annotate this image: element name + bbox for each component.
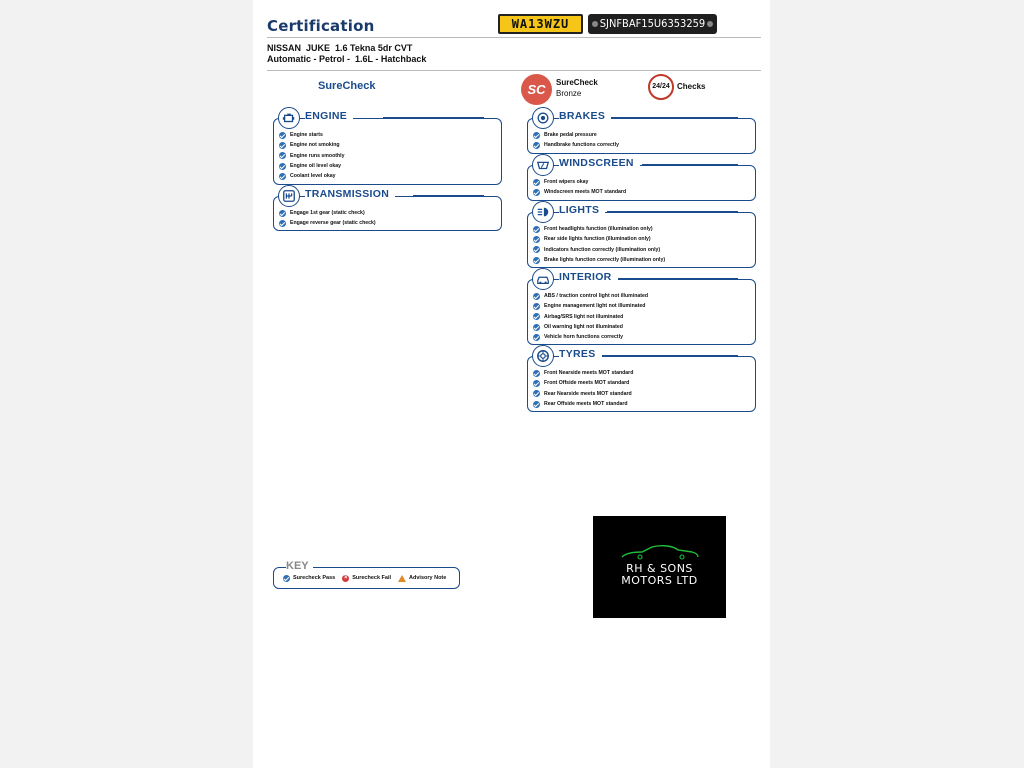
check-item (279, 218, 376, 228)
check-item-label: Brake lights function correctly (illumination only) (544, 257, 666, 264)
section-tyres (527, 348, 756, 412)
title-line (642, 164, 738, 166)
check-item (279, 140, 344, 150)
surecheck-logo: SC (521, 74, 552, 105)
section-title: TYRES (559, 348, 602, 360)
car-silhouette-icon (620, 544, 700, 560)
car-icon (532, 268, 554, 290)
check-item-label: Engage 1st gear (static check) (290, 210, 365, 217)
check-item (533, 389, 633, 399)
check-item-label: Rear side lights function (illumination only) (544, 236, 651, 243)
vehicle-description (267, 43, 426, 65)
check-icon (533, 293, 540, 300)
divider (267, 37, 761, 38)
check-item-label: Engage reverse gear (static check) (290, 220, 376, 227)
check-icon (533, 390, 540, 397)
check-icon (533, 257, 540, 264)
section-title: WINDSCREEN (559, 157, 640, 169)
tyre-icon (532, 345, 554, 367)
check-item (533, 177, 626, 187)
vehicle-spec: Automatic - Petrol - 1.6L - Hatchback (267, 54, 427, 64)
title-line (612, 278, 738, 280)
section-interior (527, 271, 756, 345)
check-item-label: Brake pedal pressure (544, 132, 597, 139)
section-brakes (527, 110, 756, 154)
check-list (533, 224, 665, 265)
key-fail: × Surecheck Fail (343, 574, 392, 581)
section-title: BRAKES (559, 110, 611, 122)
check-item-label: Engine management light not illuminated (544, 303, 646, 310)
section-transmission (273, 188, 502, 231)
check-list (533, 368, 633, 409)
check-item-label: Front Nearside meets MOT standard (544, 370, 634, 377)
check-item-label: ABS / traction control light not illuminated (544, 293, 649, 300)
check-item-label: Handbrake functions correctly (544, 142, 619, 149)
section-title: TRANSMISSION (305, 188, 395, 200)
check-item (533, 399, 633, 409)
key-title: KEY (286, 560, 313, 572)
check-item (533, 130, 619, 140)
section-title: ENGINE (305, 110, 353, 122)
check-icon (533, 324, 540, 331)
check-item (533, 301, 648, 311)
check-item (533, 234, 665, 244)
title-line (607, 117, 738, 119)
check-icon (533, 380, 540, 387)
check-item-label: Airbag/SRS light not illuminated (544, 313, 624, 320)
check-icon (279, 142, 286, 149)
vehicle-model: NISSAN JUKE 1.6 Tekna 5dr CVT (267, 43, 413, 53)
section-windscreen (527, 157, 756, 201)
title-line (597, 355, 738, 357)
check-icon (533, 313, 540, 320)
check-item-label: Rear Nearside meets MOT standard (544, 390, 632, 397)
check-icon (279, 210, 286, 217)
key-pass: Surecheck Pass (283, 575, 335, 582)
bolt-icon (707, 21, 713, 27)
check-icon (279, 173, 286, 180)
engine-icon (278, 107, 300, 129)
check-icon (533, 189, 540, 196)
vin-number: SJNFBAF15U6353259 (599, 17, 706, 30)
check-item (533, 368, 633, 378)
check-item (279, 130, 344, 140)
checks-label: Checks (677, 82, 706, 91)
checks-count-badge: 24/24 (648, 74, 674, 100)
dealer-logo (593, 516, 726, 618)
title-line (383, 117, 484, 119)
warning-icon (398, 575, 406, 582)
check-item (533, 291, 648, 301)
page-title: Certification (267, 17, 375, 35)
check-icon (533, 179, 540, 186)
check-item-label: Engine starts (290, 132, 323, 139)
check-icon (533, 142, 540, 149)
check-icon (533, 236, 540, 243)
check-item (533, 224, 665, 234)
check-item (533, 187, 626, 197)
check-item-label: Front Offside meets MOT standard (544, 380, 630, 387)
check-list (533, 177, 626, 198)
section-title: LIGHTS (559, 204, 605, 216)
check-item (533, 140, 619, 150)
check-item (533, 322, 648, 332)
gearbox-icon (278, 185, 300, 207)
windscreen-icon (532, 154, 554, 176)
check-item (279, 171, 344, 181)
divider (267, 70, 761, 71)
check-item-label: Front wipers okay (544, 179, 589, 186)
check-icon (283, 575, 290, 582)
bolt-icon (592, 21, 598, 27)
check-icon (279, 163, 286, 170)
dealer-name: RH & SONS MOTORS LTD (621, 562, 698, 587)
surecheck-tier: Bronze (556, 89, 582, 98)
section-lights (527, 204, 756, 268)
section-engine (273, 110, 502, 185)
check-icon (533, 334, 540, 341)
check-list (279, 208, 376, 229)
check-item (533, 332, 648, 342)
title-line (413, 195, 484, 197)
check-list (533, 291, 648, 342)
check-item-label: Indicators function correctly (illumination only) (544, 246, 661, 253)
check-item-label: Coolant level okay (290, 173, 336, 180)
check-item-label: Vehicle horn functions correctly (544, 334, 623, 341)
check-icon (533, 303, 540, 310)
surecheck-level (556, 77, 598, 99)
check-item-label: Windscreen meets MOT standard (544, 189, 627, 196)
check-item (533, 255, 665, 265)
check-icon (533, 132, 540, 139)
check-item-label: Oil warning light not illuminated (544, 324, 623, 331)
number-plate: WA13WZU (498, 14, 583, 34)
vin-plate (588, 14, 717, 34)
check-item (533, 312, 648, 322)
check-icon (279, 132, 286, 139)
check-icon (533, 401, 540, 408)
check-list (279, 130, 344, 181)
check-item (279, 151, 344, 161)
surecheck-brand: SureCheck (318, 80, 376, 92)
check-item-label: Engine oil level okay (290, 163, 342, 170)
surecheck-product: SureCheck (556, 78, 598, 87)
key-advisory: Advisory Note (398, 575, 446, 582)
check-item-label: Engine not smoking (290, 142, 340, 149)
check-icon (533, 246, 540, 253)
cross-icon: × (343, 574, 348, 581)
check-item (279, 161, 344, 171)
check-icon (279, 152, 286, 159)
check-item (533, 245, 665, 255)
check-icon (279, 220, 286, 227)
check-item-label: Front headlights function (illumination only) (544, 226, 653, 233)
headlight-icon (532, 201, 554, 223)
check-item (533, 378, 633, 388)
brake-icon (532, 107, 554, 129)
check-item-label: Engine runs smoothly (290, 152, 345, 159)
title-line (607, 211, 738, 213)
check-item (279, 208, 376, 218)
check-icon (533, 226, 540, 233)
check-icon (533, 370, 540, 377)
check-list (533, 130, 619, 151)
section-title: INTERIOR (559, 271, 618, 283)
check-item-label: Rear Offside meets MOT standard (544, 401, 628, 408)
